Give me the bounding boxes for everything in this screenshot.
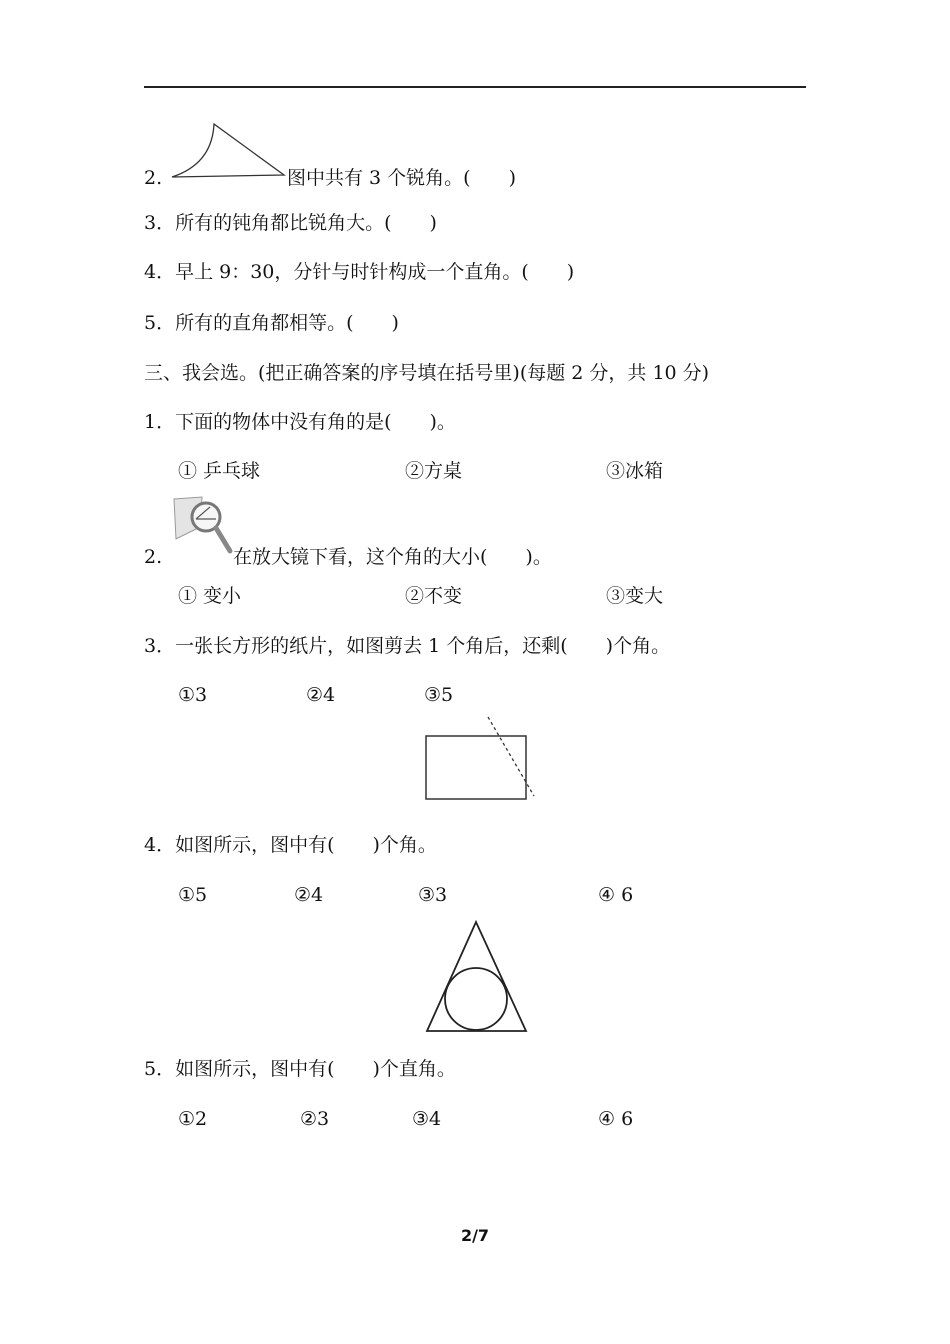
judge-q3: 3．所有的钝角都比锐角大。( ) bbox=[144, 212, 437, 234]
page-current: 2 bbox=[460, 1226, 473, 1245]
choice-q3: 3．一张长方形的纸片，如图剪去 1 个角后，还剩( )个角。 bbox=[144, 635, 671, 657]
triangle-with-circle-figure bbox=[420, 918, 532, 1036]
choice-q4-option-3: ③3 bbox=[418, 884, 448, 906]
choice-q4: 4．如图所示，图中有( )个角。 bbox=[144, 834, 437, 856]
choice-q2-option-1: ① 变小 bbox=[178, 585, 242, 607]
magnifier-icon bbox=[172, 495, 236, 559]
judge-q4: 4．早上 9：30，分针与时针构成一个直角。( ) bbox=[144, 261, 575, 283]
judge-q2-number: 2. bbox=[144, 167, 163, 189]
header-rule bbox=[144, 86, 806, 88]
choice-q1-option-1: ① 乒乓球 bbox=[178, 460, 261, 482]
choice-q1-option-2: ②方桌 bbox=[405, 460, 463, 482]
choice-q3-option-2: ②4 bbox=[306, 684, 336, 706]
choice-q4-option-4: ④ 6 bbox=[598, 884, 634, 906]
curved-triangle-figure bbox=[168, 120, 288, 182]
judge-q2-text: 图中共有 3 个锐角。( ) bbox=[287, 167, 516, 189]
choice-q4-option-2: ②4 bbox=[294, 884, 324, 906]
choice-q5-option-4: ④ 6 bbox=[598, 1108, 634, 1130]
choice-q2-option-2: ②不变 bbox=[405, 585, 463, 607]
rectangle-cut-figure bbox=[420, 712, 540, 804]
choice-q2-option-3: ③变大 bbox=[606, 585, 664, 607]
choice-q5-option-1: ①2 bbox=[178, 1108, 208, 1130]
section3-title: 三、我会选。(把正确答案的序号填在括号里)(每题 2 分，共 10 分) bbox=[144, 362, 710, 384]
judge-q2 bbox=[144, 166, 162, 190]
choice-q4-option-1: ①5 bbox=[178, 884, 208, 906]
choice-q1-option-3: ③冰箱 bbox=[606, 460, 664, 482]
choice-q3-option-1: ①3 bbox=[178, 684, 208, 706]
choice-q1: 1．下面的物体中没有角的是( )。 bbox=[144, 411, 456, 433]
judge-q5: 5．所有的直角都相等。( ) bbox=[144, 312, 399, 334]
choice-q5: 5．如图所示，图中有( )个直角。 bbox=[144, 1058, 456, 1080]
choice-q5-option-2: ②3 bbox=[300, 1108, 330, 1130]
page-total: 7 bbox=[477, 1226, 490, 1245]
choice-q3-option-3: ③5 bbox=[424, 684, 454, 706]
page-separator: / bbox=[472, 1226, 478, 1245]
choice-q2-number: 2. bbox=[144, 546, 163, 568]
choice-q2-text: 在放大镜下看，这个角的大小( )。 bbox=[233, 546, 552, 568]
page-number bbox=[0, 1226, 950, 1245]
choice-q5-option-3: ③4 bbox=[412, 1108, 442, 1130]
